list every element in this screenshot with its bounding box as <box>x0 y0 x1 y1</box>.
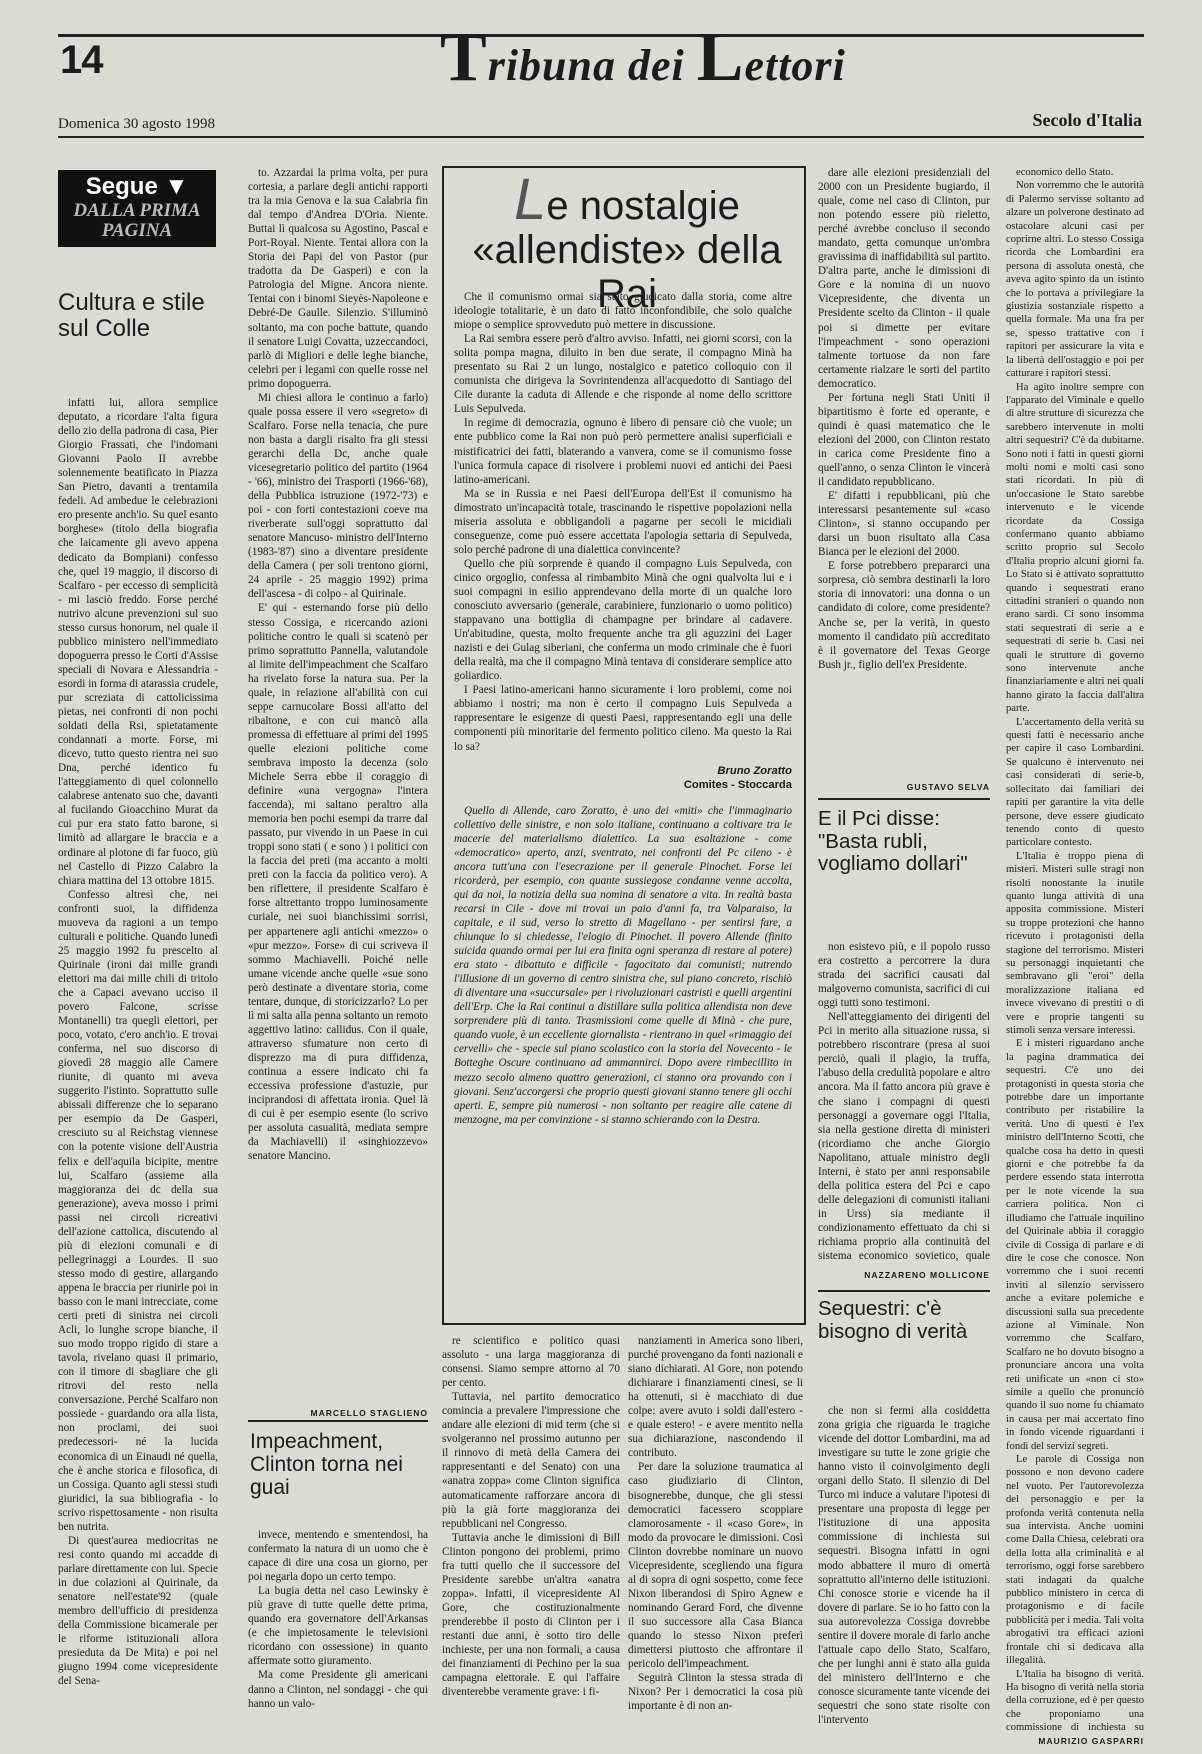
article5-column <box>818 1404 990 1744</box>
article5-title: Sequestri: c'è bisogno di verità <box>818 1297 968 1343</box>
masthead-initial-t: T <box>440 19 488 96</box>
article5-rule <box>818 1290 990 1292</box>
paragraph: economico dello Stato. <box>1016 167 1114 178</box>
paragraph: E' difatti i repubblicani, più che interessarsi pesantemente sul «caso Clinton», si stanno occupando per darsi un buon risultato alla Casa Bianca per le elezioni del 2000. <box>818 490 990 559</box>
letter-author: Bruno Zoratto <box>717 764 792 777</box>
article1-title: Cultura e stile sul Colle <box>58 289 205 343</box>
paragraph: E' qui - esternando forse più dello stesso Cossiga, e ricercando azioni politiche contro le quali si scatenò per primo soprattutto Pannella, valutandole al limite dell'impeachment che Scalfaro ha rivelato forse la natura sua. Per la quale, in relazione all'abilità con cui seppe carnucolare Bossi all'atto del ribaltone, e con cui mancò alla promessa di effettuare al primi del 1995 quelle elezioni politiche come sembrava imposto la decenza (solo Michele Serra ebbe il coraggio di definire «una vergogna» l'intera faccenda), mi saltano peraltro alla memoria ben pochi esempi da trarre dal passato, pur vivendo in un Paese in cui troppi sono stati ( e sono ) i politici con la faccia dei preti (ma accanto a molti preti con la faccia da politico vero). A ben riflettere, il presidente Scalfaro è forse altrettanto troppo luminosamente curiale, nei suoi bianchissimi sorrisi, per appartenere agli antichi «mezzo» o «pur mezzo». Forse» di cui scriveva il sommo Machiavelli. Poiché nelle umane vicende anche quelle «sue sono però destinate a diventare storia, come tentare, dunque, di storicizzarlo? Lo per lì mi salta alla penna soltanto un remoto aggettivo latino: callidus. Con il quale, attraverso sfumature non certo di disprezzo ma di pura diffidenza, continua a essere indicato chi fa eccessiva professione d'astuzie, pur inciprandosi di affettata ironia. Quel là di cui è per esempio esente (lo scrivo per assoluta casualità, mediata sempre da Machiavelli) il «singhiozzevo» senatore Mancino. <box>248 602 428 1163</box>
editor-reply <box>454 804 792 1127</box>
article4-rule <box>818 798 990 800</box>
article3-signature: GUSTAVO SELVA <box>906 782 990 792</box>
segue-label: Segue ▼ <box>85 173 189 200</box>
paragraph: infatti lui, allora semplice deputato, a ricordare l'alta figura dello zio della padrona di casa, Pier Giorgio Frassati, che l'indomani Giovanni Paolo II avrebbe solennemente beatificato in Piazza San Pietro, davanti a trentamila fedeli. Ad ambedue le celebrazioni ero presente anch'io. Su quel esanto borghese» (titolo della biografia che laicamente gli avevo appena dedicato da Bompiani) confesso che, quel 19 maggio, il discorso di Scalfaro - per eccesso di semplicità - mi lasciò freddo. Forse perché nutrivo alcune prevenzioni sul suo stesso cursus honorum, nel quale il pubblico ministero nell'immediato dopoguerra presso le Corti d'Assise speciali di Novara e Alessandria - esordi in forma di atarassia crudele, pur screziata di cattolicissima pietas, nei confronti di non pochi soldati della Rsi, spietatamente condannati a morte. Forse, mi dicevo, tutto questo rientra nei suo Dna, perché identico fu l'atteggiamento di quel colonnello calabrese antenato suo che, davanti al fucilando Gioacchino Murat da cui pur era stato fatto barone, si limitò ad allargare le braccia e a ordinare al plotone di far fuoco, giù nel Castello di Pizzo Calabro la chiara mattina del 13 ottobre 1815. <box>58 397 218 887</box>
paragraph: Per dare la soluzione traumatica al caso giudiziario di Clinton, bisognerebbe, dunque, che gli stessi democratici facessero scoppiare clamorosamente - il «caso Gore», in modo da provocare le dimissioni. Così Clinton dovrebbe nominare un nuovo Vicepresidente, scegliendo una figura al di sopra di ogni sospetto, come fece Nixon liberandosi di Spiro Agnew e nominando Gerard Ford, che divenne il suo successore alla Casa Bianca quando lo stesso Nixon preferì dimettersi piuttosto che affrontare il pericolo dell'impeachment. <box>628 1461 803 1671</box>
paragraph: L'accertamento della verità su questi fatti è necessario anche per capire il caso Lombardini. Se qualcuno è intervenuto nei casi considerati di serie-b, sollecitato dai familiari dei rapiti per garantire la vita delle persone, deve essere giudicato tenendo conto di questo particolare contesto. <box>1006 716 1144 849</box>
article1-signature: MARCELLO STAGLIENO <box>310 1408 428 1418</box>
paragraph: Seguirà Clinton la stessa strada di Nixon? Per i democratici la cosa più importante è di non an- <box>628 1672 803 1713</box>
paragraph: Non vorremmo che le autorità di Palermo servisse soltanto ad alzare un polverone destinato ad ostacolare alcuni casi per coprirne altri. Lo stesso Cossiga ricorda che Lombardini era persona di assoluta onestà, che aveva agito spinto da un istinto che lo portava a privilegiare la giustizia sostanziale rispetto a quella formale. Ma una fra per se, spesso trattative con i rapitori per assicurare la vita e la libertà dell'ostaggio e poi per catturare i rapitori stessi. <box>1006 180 1144 380</box>
article4-signature: NAZZARENO MOLLICONE <box>864 1270 990 1280</box>
paragraph: re scientifico e politico quasi assoluto - una larga maggioranza di consensi. Siamo sempre attorno al 70 per cento. <box>442 1335 620 1390</box>
letter-intro: Che il comunismo ormai sia stato giudicato dalla storia, come altre ideologie totalitarie, è un dato di fatto inconfondibile, che solo qualche miope o semplice sprovveduto può mettere in discussione. <box>454 291 792 332</box>
paragraph: In regime di democrazia, ognuno è libero di pensare ciò che vuole; un ente pubblico come la Rai non può però permettere analisi superficiali e mistificatrici dei fatti, blaterando a vanvera, come se il comunismo fosse l'unica formula capace di risolvere i problemi nuovi ed antichi dei Paesi latino-americani. <box>454 417 792 486</box>
paragraph: dare alle elezioni presidenziali del 2000 con un Presidente bugiardo, il quale, come nel caso di Clinton, pur non potendo essere più rieletto, perché avrebbe concluso il secondo mandato, getta comunque un'ombra gravissima di inaffidabilità sul partito. D'altra parte, anche le dimissioni di Gore e la nomina di un nuovo Vicepresidente, che diventa un Presidente scelto da Clinton - il quale poi si dimette per evitare l'impeachment - sono operazioni talmente tortuose da non fare certamente rialzare le sorti del partito democratico. <box>818 167 990 390</box>
paragraph: E i misteri riguardano anche la pagina drammatica dei sequestri. C'è uno dei protagonisti in questa storia che potrebbe dare un importante contributo per ristabilire la verità. Uno di questi è l'ex ministro dell'Interno Scotti, che qualche cosa ha detto in questi giorni e che potrebbe fa da perdere essendo stata interrotta per le note vicende la sua carriera politica. Non ci illudiamo che l'attuale inquilino del Quirinale abbia il coraggio civile di Cossiga di parlare e di dire le cose che conosce. Non vorremmo che i suoi recenti inviti al silenzio servissero anche a evitare polemiche e discussioni sulla sua precedente azione al Viminale. Non vorremmo che Scalfaro, Scalfaro ne ho dovuto bisogno a pronunciare ancora una volta reti unificate un «non ci sto» simile a quello che pronunciò quando il suo nome fu chiamato in causa per mai accertato fino in fondo vicende riguardanti i fondi del servizi segreti. <box>1006 1038 1144 1452</box>
paragraph: La Rai sembra essere però d'altro avviso. Infatti, nei giorni scorsi, con la solita pompa magna, diluito in ben due serate, il compagno Minà ha presentato su Rai 2 un lungo, nostalgico e patetico colloquio con il comunista che dirigeva la Sovrintendenza all'acquedotto di Santiago del Cile durante la caduta di Allende e che risponde al nome dello scrittore Luis Sepulveda. <box>454 333 792 416</box>
paragraph: Confesso altresì che, nei confronti suoi, la diffidenza muoveva da ragioni a un tempo culturali e politiche. Quando lunedì 25 maggio 1992 fu prescelto al Quirinale (ironi dai mille grandi elettori ma dai mille chili di tritolo che a Capaci avevano ucciso il povero Falcone, scrisse Montanelli) tra quegli elettori, per poco, votato, c'ero anch'io. E trovai conferma, nel suo discorso di giovedì 28 maggio alle Camere riunite, di quanto mi aveva suggerito l'istinto. Soprattutto sulle abissali differenze che lo separano per esempio da De Gasperi, cresciuto su al Reichstag viennese con la potente visione dell'Austria felix e dell'aquila bicipite, mentre lui, Scalfaro (assieme alla maggioranza dei dc della sua generazione), aveva mosso i primi passi nei circoli ricreativi dell'azione cattolica, discutendo al più di elezioni comunali e di pellegrinaggi a Lourdes. Il suo stesso modo di gestire, allargando appena le braccia per riunirle poi in basso con le mani intrecciate, come certi preti di sinistra nei circoli Acli, lo lunghe scrope bianche, il suo modo troppo rigido di stare a tavola, rivelano quasi il primario, con il timore di sbagliare che gli ritrovi del resto nella conversazione. Perché Scalfaro non possiede - guardando ora alla lista, non proclami, dei suoi predecessori- né la lucida economica di un Einaudi né quella, che è anche storica e filosofica, di un Cossiga. Quanto agli stessi studi giuridici, la sua bibliografia - lo scrivo rispettosamente - non risulta ben nutrita. <box>58 888 218 1533</box>
paragraph: E forse potrebbero prepararci una sorpresa, ciò sembra destinarli la loro storia di innovatori: una donna o un candidato di colore, come presidente? Anche se, per la verità, in questo momento il candidato più accreditato è il governatore del Texas George Bush jr., figlio dell'ex Presidente. <box>818 560 990 671</box>
paragraph: invece, mentendo e smentendosi, ha confermato la natura di un uomo che è capace di dire una cosa un giorno, per poi negarla dopo un certo tempo. <box>248 1529 428 1584</box>
paragraph: nanziamenti in America sono liberi, purché provengano da fonti nazionali e siano dichiarati. Al Gore, non potendo dichiarare i finanziamenti cinesi, se li ha ottenuti, si è macchiato di due colpe: avere avuto i soldi dall'estero - e quale estero! - e avere mentito nella sua dichiarazione, nascondendo il contributo. <box>628 1335 803 1460</box>
paragraph: Tuttavia, nel partito democratico comincia a prevalere l'impressione che andare alle elezioni di mid term (che si svolgeranno nel prossimo autunno per il rinnovo di metà della Camera dei rappresentanti e del Senato) con una «anatra zoppa» come Clinton significa automaticamente rafforzare ancora di più la già forte maggioranza dei repubblicani nel Congresso. <box>442 1391 620 1530</box>
letter-organization: Comites - Stoccarda <box>683 778 792 791</box>
masthead-initial-l: L <box>696 19 745 96</box>
letter-title-initial: L <box>514 167 547 232</box>
article4-column <box>818 940 990 1262</box>
paragraph: Di quest'aurea mediocritas ne resi conto quando mi accadde di parlare direttamente con lui. Specie in due colazioni al Quirinale, da senatore nell'estate'92 (quale membro dell'ufficio di presidenza della Commissione bicamerale per le riforme istituzionali allora presieduta da De Mita) e poi nel giugno 1994 come vicepresidente del Sena- <box>58 1534 218 1688</box>
paragraph: Mi chiesi allora le continuo a farlo) quale possa essere il vero «segreto» di Scalfaro. Forse nella tenacia, che pure non basta a dargli risalto fra gli stessi gerarchi della Dc, anche quale vicesegretario politico del partito (1964 - '66), ministro dei Trasporti (1966-'68), della Pubblica istruzione (1972-'73) e poi - con forti contestazioni coeve ma riverberate sull'oggi soprattutto dal senatore Mancuso- ministro dell'Interno (1983-'87) sino a diventare presidente della Camera ( per soli trentono giorni, 24 aprile - 25 maggio 1992) prima dell'ascesa - di colpo - al Quirinale. <box>248 391 428 601</box>
masthead-part-2: ettori <box>744 41 846 90</box>
paragraph: La bugia detta nel caso Lewinsky è più grave di tutte quelle dette prima, quando era governatore dell'Arkansas (e che impietosamente le televisioni ricordano con ossessione) in quanto affermate sotto giuramento. <box>248 1585 428 1668</box>
paragraph: Ma se in Russia e nei Paesi dell'Europa dell'Est il comunismo ha dimostrato un'incapacità totale, trascinando le rispettive popolazioni nella miseria assoluta e obbligandoli a pagarne per secoli le micidiali conseguenze, come può essere accettata l'apologia settaria di Sepulveda, solo perché padrone di una dialettica convincente? <box>454 487 792 556</box>
paragraph: che non si fermi alla cosiddetta zona grigia che riguarda le tragiche vicende del dottor Lombardini, ma ad investigare su tutte le zone grigie che hanno visto il coinvolgimento degli organi dello Stato. Il silenzio di Del Turco mi induce a valutare l'ipotesi di presentare una proposta di legge per l'istituzione di una apposita commissione di inchiesta sui sequestri. Bisogna infatti in ogni modo abbattere il muro di omertà soprattutto all'interno delle istituzioni. Chi conosce storie e vicende ha il dovere di parlare. Se io ho fatto con la sua autorevolezza Cossiga dovrebbe sentire il dovere morale di farlo anche l'attuale capo dello Stato, Scalfaro, che per lunghi anni è stato alla guida del ministero dell'Interno e che conosce sicuramente tante vicende dei sequestri che sono state risolte con l'intervento <box>818 1405 990 1727</box>
article3-column <box>818 166 990 791</box>
paragraph: Ha agito inoltre sempre con l'apparato del Viminale e quello di altre strutture di sicurezza che sarebbero intervenute in molti altri sequestri? C'è da dubitarne. Sono noti i fatti in questi giorni molti nomi e molti casi sono stati ricordati. In più di un'occasione le Stato sarebbe intervenuto e le vicende ricordate da Cossiga confermano quanto abbiamo scritto proprio sul Secolo d'Italia proprio alcuni giorni fa. Lo Stato si è attivato soprattutto quando i sequestrati erano cittadini stranieri o quando non erano sardi. Ci sono insomma stati sequestrati di serie a e sequestrati di serie b. Casi nei quali le strutture di governo sono intervenute anche finanziariamente e altri nei quali hanno girato la faccia dall'altra parte. <box>1006 381 1144 715</box>
paragraph: Per fortuna negli Stati Uniti il bipartitismo è forte ed operante, e quindi è quasi matematico che le elezioni del 2000, con Clinton restato in carica come Presidente fino a quell'anno, o senza Clinton le vincerà il candidato repubblicano. <box>818 391 990 489</box>
paragraph: Tuttavia anche le dimissioni di Bill Clinton pongono dei problemi, primo fra tutti quello che il successore del Presidente sarebbe un'altra «anatra zoppa». Infatti, il vicepresidente Al Gore, che costituzionalmente prenderebbe il posto di Clinton per i restanti due anni, è sotto tiro delle inchieste, per una non formali, a causa dei finanziamenti di Pechino per la sua campagna elettorale. E qui l'affaire diventerebbe veramente grave: i fi- <box>442 1531 620 1699</box>
article1-continuation <box>248 166 428 1401</box>
article2-column-b <box>442 1334 620 1744</box>
masthead <box>440 19 846 96</box>
article2-column-c <box>628 1334 803 1744</box>
dateline: Domenica 30 agosto 1998 <box>58 116 216 132</box>
article6-column <box>1006 166 1144 1734</box>
page-number: 14 <box>60 38 103 82</box>
article2-rule <box>248 1420 428 1422</box>
paragraph: Le parole di Cossiga non possono e non devono cadere nel vuoto. Per l'autorevolezza del personaggio e per la profonda verità contenuta nella sua intervista. Anche uomini come Dalla Chiesa, celebrati ora della lotta alla criminalità e al terrorismo, oggi forse sarebbero stati indagati da qualche pubblico ministero in cerca di protagonismo e di facile pubblicità per i media. Tali volta abrogativi tra efficaci azioni frontale chi si dedicava alla illegalità. <box>1006 1454 1144 1667</box>
letter-body <box>454 290 792 1314</box>
top-rule <box>58 34 1144 37</box>
segue-banner <box>58 170 216 247</box>
paragraph: Ma come Presidente gli americani danno a Clinton, nel sondaggi - che qui hanno un valo- <box>248 1669 428 1710</box>
paragraph: Nell'atteggiamento dei dirigenti del Pci in merito alla situazione russa, si potrebbero riscontrare (presa al suoi perciò, quali il plagio, la truffa, l'abuso della credulità popolare e altro ancora. Ma il fatto ancora più grave è che siano i compagni di questi personaggi a governare oggi l'Italia, sia nella gestione diretta di ministeri (ricordiamo che anche Giorgio Napolitano, attuale ministro degli Interni, è stato per anni responsabile della politica estera del Pci e capo delle delegazioni di comunisti italiani in Urss) sia mediante il condizionamento effettuato da chi si richiama proprio alla continuità del sistema economico sovietico, quale <box>818 1011 990 1262</box>
masthead-part-1: ribuna dei <box>487 41 697 90</box>
paragraph: L'Italia è troppo piena di misteri. Misteri sulle stragi non risolti nonostante la inutile quanto lunga attività di una apposita commissione. Misteri su troppe protezioni che hanno ricevuto i protagonisti della stagione del terrorismo. Misteri su personaggi inquietanti che sembravano gli "eroi" della moralizzazione italiana ed invece vivevano di prestiti o di vere e proprie tangenti su stimoli senza versare interessi. <box>1006 850 1144 1036</box>
letter-title-text: e nostalgie «allendiste» della Rai <box>472 184 782 316</box>
segue-sub: DALLA PRIMA PAGINA <box>73 200 201 241</box>
article2-column-a <box>248 1528 428 1743</box>
paragraph: I Paesi latino-americani hanno sicuramente i loro problemi, come noi abbiamo i nostri; ma non è certo il compagno Luis Sepulveda a rappresentare le esigenze di questi Paesi, rappresentando egli una delle componenti più minoritarie del fermento politico cileno. Ma questo la Rai lo sa? <box>454 684 792 753</box>
paragraph: L'Italia ha bisogno di verità. Ha bisogno di verità nella storia della corruzione, ed è per questo che proponiamo una commissione di inchiesta su <box>1006 1668 1144 1734</box>
paragraph: Quello che più sorprende è quando il compagno Luis Sepulveda, con cinico orgoglio, confessa al rimbambito Minà che ogni qualvolta lui e i suoi compagni in esilio apprendevano della morte di un qualche loro conosciuto avversario (generale, carabiniere, funzionario o uomo politico) stappavano una bottiglia di champagne per brindare al cadavere. Un'abitudine, questa, molto frequente anche tra gli aguzzini dei Lager nazisti e dei Gulag siberiani, che conferma un modo criminale che è fuori della realtà, ma che il compagno Minà tentava di considerare semplice atto goliardico. <box>454 557 792 683</box>
article4-title: E il Pci disse: "Basta rubli, vogliamo dollari" <box>818 807 968 876</box>
newspaper-name: Secolo d'Italia <box>1032 110 1142 130</box>
article2-title: Impeachment, Clinton torna nei guai <box>250 1430 403 1500</box>
article6-signature: MAURIZIO GASPARRI <box>1038 1736 1144 1746</box>
header-rule <box>58 136 1144 138</box>
paragraph: non esistevo più, e il popolo russo era costretto a percorrere la dura strada dei sacrifici causati dal malgoverno comunista, sacrifici di cui oggi tutti sono testimoni. <box>818 941 990 1010</box>
article1-column <box>58 396 218 1741</box>
paragraph: to. Azzardai la prima volta, per pura cortesia, a parlare degli antichi rapporti tra la mia Genova e la sua Calabria fin dal tempo d'Andrea D'Oria. Niente. Buttai lì qualcosa su Agostino, Pascal e Port-Royal. Niente. Tentai allora con la Storia dei Papi del von Pastor (pur tradotta da De Gasperi) e con la Patrologia del Migne. Ancora niente. Tentai con i binomi Sieyès-Napoleone e Debré-De Gaulle. Silenzio. S'illuminò soltanto, ma con poche battute, quando il senatore Luigi Covatta, uzzeccandoci, parlò di Migliori e delle leghe bianche, celebri per i legami con quelle rosse nel primo dopoguerra. <box>248 167 428 390</box>
paragraph: Quello di Allende, caro Zoratto, è uno dei «miti» che l'immaginario collettivo delle sinistre, e non solo italiane, continuano a coltivare tra le macerie del materialismo dialettico. La sua esaltazione - come «democratico» aperto, anzi, sventrato, nei confronti del Pc cileno - è ancora tutt'una con l'esecrazione per il generale Pinochet. Forse lei ricorderà, per esempio, con quante sussiegose condanne venne accolta, qui da noi, la notizia della sua nomina di senatore a vita. In realtà basta recarsi in Cile - dove mi trovai un paio d'anni fa, tra Valparaiso, la capitale, e il sud, verso lo stretto di Magellano - per sentirsi fare, a chiunque lo si chiedesse, l'elogio di Pinochet. Il povero Allende (finito suicida quando ormai per lui era finita ogni speranza di restare al potere) era stato - dibattuto e difficile - fagocitato dai comunisti; nutrendo l'illusione di un governo di centro sinistra che, sul piano concreto, rischiò di diventare una «succursale» per i rivoluzionari castristi e quelli argentini dell'Erp. Che la Rai continui a distillare sulla politica allendista non deve sorprendere più di tanto. Trasmissioni come quelle di Minà - che pure, quando vuole, è un eccellente giornalista - rientrano in quel «rimaggio dei cervelli» che - specie sul piano scolastico con la storia del Novecento - le Botteghe Oscure continuano ad ammannirci. Dopo avere rimbecillito in mezzo secolo almeno quattro generazioni, ci stanno ora provando con i giovani. Senz'accorgersi che proprio questi giovani stanno tenere gli occhi aperti. E, sempre più numerosi - non soltanto per reagire alle catene di menzogne, ma per convinzione - si stanno schierando con la Destra. <box>454 804 792 1126</box>
